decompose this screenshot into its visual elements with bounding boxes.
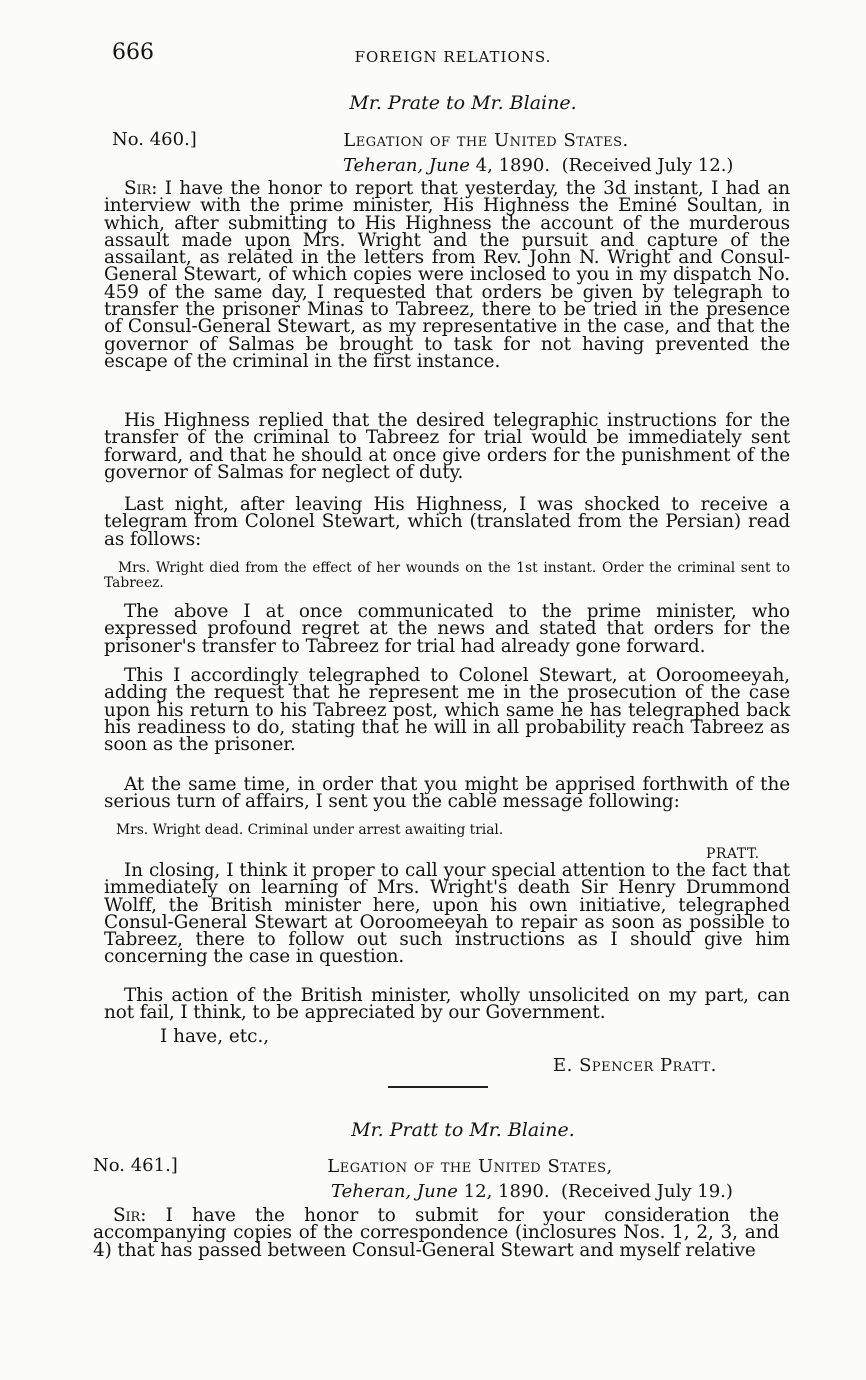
letter1-heading: Mr. Prate to Mr. Blaine. [349, 92, 577, 114]
salutation: Sir: [124, 178, 158, 199]
letter1-paragraph-1 [104, 180, 790, 370]
letter2-heading: Mr. Pratt to Mr. Blaine. [351, 1119, 575, 1141]
letter1-closing: I have, etc., [160, 1026, 270, 1047]
letter1-cable-quote: Mrs. Wright dead. Criminal under arrest awaiting trial. [116, 822, 504, 838]
letter1-paragraph-5: This I accordingly telegraphed to Colonel Stewart, at Ooroomeeyah, adding the request that he represent me in the prosecution of the case upon his return to his Tabreez post, which same he has telegraphed back his readiness to do, stating that he will in all probability reach Tabreez as soon as the prisoner. [104, 665, 790, 756]
letter2-received: (Received July 19.) [561, 1181, 733, 1202]
letter1-date: 4, 1890. [475, 155, 551, 176]
letter2-paragraph-1 [93, 1207, 779, 1259]
letter1-telegram-quote: Mrs. Wright died from the effect of her wounds on the 1st instant. Order the criminal sent to Tabreez. [104, 560, 790, 591]
section-divider [388, 1086, 488, 1088]
letter1-paragraph-8: This action of the British minister, wholly unsolicited on my part, can not fail, I think, to be appreciated by our Government. [104, 985, 790, 1024]
paragraph-text: I have the honor to report that yesterday, the 3d instant, I had an interview with the prime minister, His Highness the Eminé Soultan, in which, after submitting to His Highness the account of the murderous assault made upon Mrs. Wright and the pursuit and capture of the assailant, as related in the letters from Rev. John N. Wright and Consul-General Stewart, of which copies were inclosed to you in my dispatch No. 459 of the same day, I requested that orders be given by telegraph to transfer the prisoner Minas to Tabreez, there to be tried in the presence of Consul-General Stewart, as my representative in the case, and that the governor of Salmas be brought to task for not having prevented the escape of the criminal in the first instance. [104, 178, 790, 372]
letter1-paragraph-3: Last night, after leaving His Highness, I was shocked to receive a telegram from Colonel Stewart, which (translated from the Persian) read as follows: [104, 494, 790, 550]
running-title: FOREIGN RELATIONS. [354, 48, 552, 66]
letter1-legation: Legation of the United States. [343, 130, 629, 151]
letter1-paragraph-2: His Highness replied that the desired telegraphic instructions for the transfer of the criminal to Tabreez for trial would be immediately sent forward, and that he should at once give orders for the punishment of the governor of Salmas for neglect of duty. [104, 410, 790, 483]
letter2-date: 12, 1890. [463, 1181, 550, 1202]
salutation: Sir: [113, 1205, 147, 1226]
letter1-paragraph-7: In closing, I think it proper to call your special attention to the fact that immediately on learning of Mrs. Wright's death Sir Henry Drummond Wolff, the British minister here, upon his own initiative, telegraphed Consul-General Stewart at Ooroomeeyah to repair as soon as possible to Tabreez, there to follow out such instructions as I should give him concerning the case in question. [104, 860, 790, 968]
paragraph-text: I have the honor to submit for your consideration the accompanying copies of the correspondence (inclosures Nos. 1, 2, 3, and 4) that has passed between Consul-General Stewart and myself relative [93, 1205, 780, 1261]
letter1-paragraph-4: The above I at once communicated to the prime minister, who expressed profound regret at the news and stated that orders for the prisoner's transfer to Tabreez for trial had already gone forward. [104, 601, 790, 657]
letter2-place: Teheran, June [331, 1181, 458, 1202]
letter2-legation: Legation of the United States, [327, 1156, 613, 1177]
letter1-dateline [343, 155, 733, 176]
letter1-place: Teheran, June [343, 155, 470, 176]
letter2-dateline [331, 1181, 733, 1202]
letter1-number: No. 460.] [112, 129, 197, 150]
letter2-number: No. 461.] [93, 1155, 178, 1176]
letter1-signature: E. Spencer Pratt. [553, 1055, 717, 1076]
page-number: 666 [112, 40, 154, 65]
letter1-cable-signature: PRATT. [706, 846, 760, 862]
letter1-paragraph-6: At the same time, in order that you might be apprised forthwith of the serious turn of affairs, I sent you the cable message following: [104, 774, 790, 813]
letter1-received: (Received July 12.) [561, 155, 734, 176]
